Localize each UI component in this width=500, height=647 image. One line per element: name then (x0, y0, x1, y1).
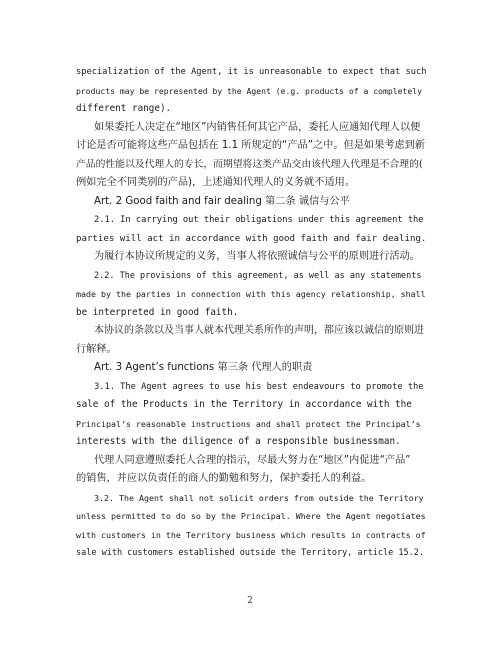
text-line: 行解释。 (76, 343, 117, 355)
text-line: with customers in the Territory business which results in contracts of (76, 529, 426, 540)
text-line: interests with the diligence of a responsible businessman. (76, 436, 401, 447)
text-line: specialization of the Agent, it is unreasonable to expect that such (76, 67, 427, 77)
text-line: Art. 2 Good faith and fair dealing 第二条 诚信与公平 (94, 195, 350, 207)
text-line: be interpreted in good faith. (76, 306, 239, 318)
text-line: Principal’s reasonable instructions and shall protect the Principal’s (76, 418, 421, 429)
text-line: sale with customers established outside the Territory, article 15.2. (76, 548, 424, 558)
text-line: 本协议的条款以及当事人就本代理关系所作的声明，都应该以诚信的原则进 (94, 325, 424, 336)
text-line: 讨论是否可能将这些产品包括在 1.1 所规定的“产品”之中。但是如果考虑到新 (76, 140, 426, 151)
text-line: 产品的性能以及代理人的专长，而期望将这类产品交由该代理人代理是不合理的( (76, 158, 423, 170)
text-line: 代理人同意遵照委托人合理的指示，尽最大努力在“地区”内促进“产品” (94, 454, 411, 466)
text-line: 2.1. In carrying out their obligations under this agreement the (94, 215, 424, 225)
text-line: 3.2. The Agent shall not solicit orders from outside the Territory (94, 492, 424, 503)
text-line: sale of the Products in the Territory in accordance with the (76, 399, 412, 410)
text-line: 为履行本协议所规定的义务，当事人将依照诚信与公平的原则进行活动。 (94, 251, 420, 262)
text-line: made by the parties in connection with this agency relationship, shall (76, 289, 426, 299)
text-line: unless permitted to do so by the Principal. Where the Agent negotiates (76, 511, 426, 521)
document-body (76, 63, 428, 563)
text-line: different range). (76, 103, 172, 114)
page-number: 2 (247, 596, 253, 606)
text-line: parties will act in accordance with good faith and fair dealing. (76, 233, 427, 244)
text-line: Art. 3 Agent’s functions 第三条 代理人的职责 (94, 362, 313, 373)
text-line: 的销售，并应以负责任的商人的勤勉和努力，保护委托人的利益。 (76, 473, 372, 484)
text-line: 如果委托人决定在“地区”内销售任何其它产品，委托人应通知代理人以便 (94, 121, 421, 133)
text-line: 例如完全不同类别的产品)，上述通知代理人的义务就不适用。 (76, 177, 356, 188)
text-line: 2.2. The provisions of this agreement, as well as any statements (94, 270, 422, 281)
text-line: 3.1. The Agent agrees to use his best endeavours to promote the (94, 381, 424, 392)
text-line: products may be represented by the Agent (e.g. products of a completely (76, 85, 422, 96)
